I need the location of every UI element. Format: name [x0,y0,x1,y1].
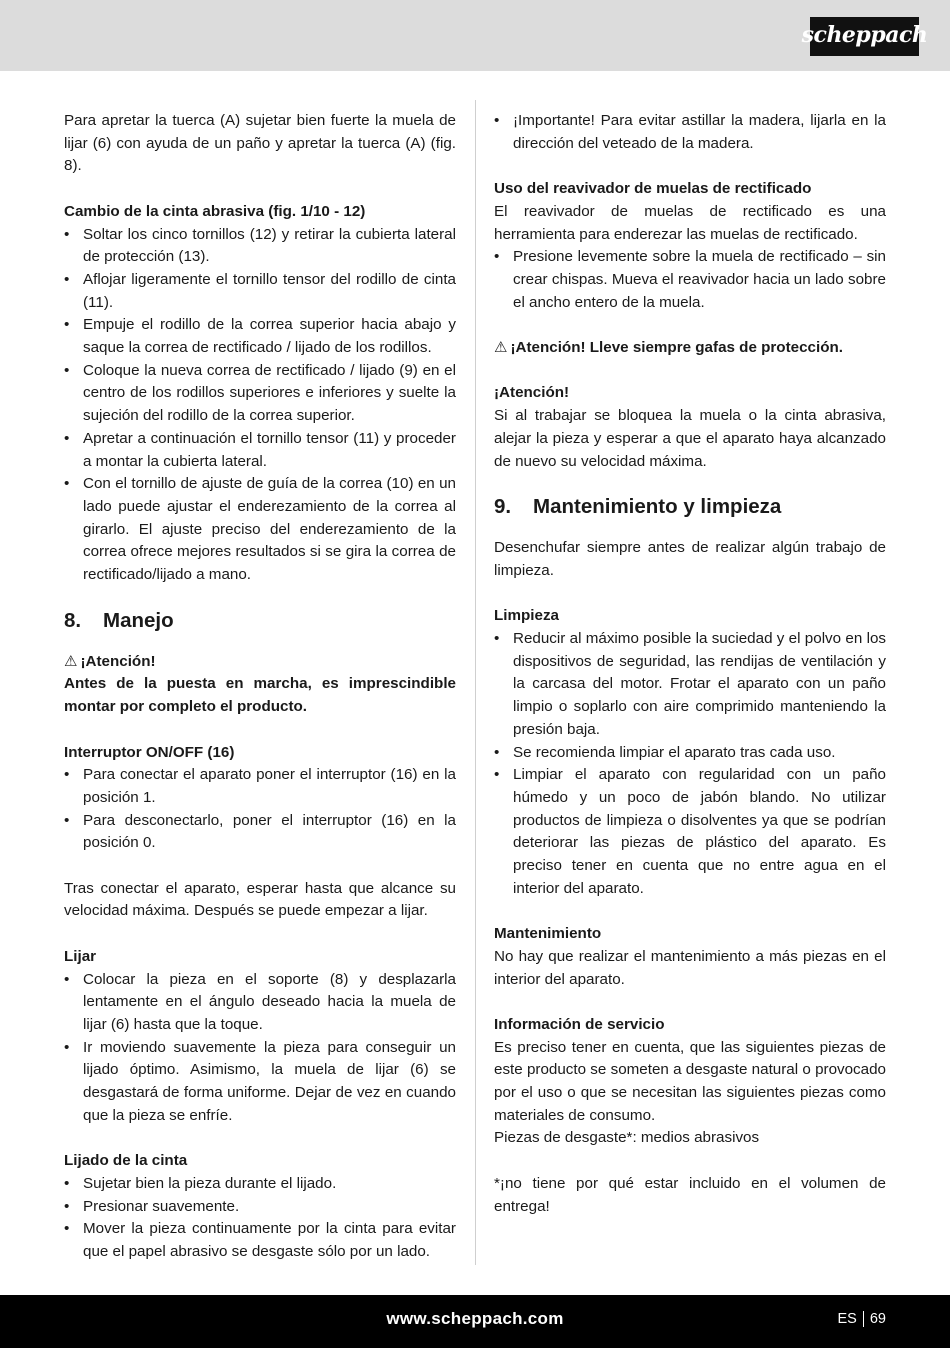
list-item: • Empuje el rodillo de la correa superior hacia abajo y saque la correa de rectificado / lijado de los rodillos. [64,314,456,359]
cleaning-list [494,628,886,900]
list-item: • Presione levemente sobre la muela de rectificado – sin crear chispas. Mueva el reavivador hacia un lado sobre el ancho entero de la muela. [494,246,886,314]
page-info [838,1295,886,1342]
paragraph-tighten-nut: Para apretar la tuerca (A) sujetar bien fuerte la muela de lijar (6) con ayuda de un paño y apretar la tuerca (A) (fig. 8). [64,112,456,175]
unplug-text: Desenchufar siempre antes de realizar algún trabajo de limpieza. [494,539,886,579]
list-item: • Sujetar bien la pieza durante el lijado. [64,1173,456,1196]
list-item: • Se recomienda limpiar el aparato tras cada uso. [494,742,886,765]
list-item: • Reducir al máximo posible la suciedad y el polvo en los dispositivos de seguridad, las rendijas de ventilación y la carcasa del motor. Frotar el aparato con un paño limpio o soplarlo con aire comprimido manteniendo la presión baja. [494,628,886,742]
section-title: Mantenimiento y limpieza [533,495,782,519]
left-column [64,110,456,1264]
list-item: • Colocar la pieza en el soporte (8) y desplazarla lentamente en el ángulo deseado hacia la muela de lijar (6) hasta que la toque. [64,969,456,1037]
footer-bar [0,1295,950,1348]
warning-triangle-icon: ⚠ [64,652,78,670]
website-link[interactable]: www.scheppach.com [386,1308,564,1328]
attention-heading: ¡Atención! [494,384,570,402]
sanding-heading: Lijar [64,947,97,965]
paragraph-after-switch: Tras conectar el aparato, esperar hasta que alcance su velocidad máxima. Después se puede empezar a lijar. [64,879,456,920]
list-item: • Apretar a continuación el tornillo tensor (11) y proceder a montar la cubierta lateral. [64,428,456,473]
list-item: • Ir moviendo suavemente la pieza para conseguir un lijado óptimo. Asimismo, la muela de lijar (6) se desgastará de forma uniforme. Dejar de vez en cuando que la pieza se enfríe. [64,1037,456,1128]
scheppach-logo: scheppach [810,17,919,56]
section-9-heading [494,490,886,527]
list-item: • Presionar suavemente. [64,1196,456,1219]
page-number: 69 [869,1310,886,1327]
sanding-list [64,969,456,1128]
list-item: • Soltar los cinco tornillos (12) y retirar la cubierta lateral de protección (13). [64,224,456,269]
belt-change-heading: Cambio de la cinta abrasiva (fig. 1/10 - 12) [64,202,366,220]
switch-list [64,764,456,855]
right-column [494,110,886,1218]
belt-sanding-list [64,1173,456,1264]
section-number: 9. [494,495,512,519]
dresser-heading: Uso del reavivador de muelas de rectificado [494,180,812,198]
warning-triangle-icon: ⚠ [494,339,508,356]
attention-text: Si al trabajar se bloquea la muela o la cinta abrasiva, alejar la pieza y esperar a que el aparato haya alcanzado de nuevo su velocidad máxima. [494,407,886,470]
list-item: • ¡Importante! Para evitar astillar la madera, lijarla en la dirección del veteado de la madera. [494,110,886,155]
service-heading: Información de servicio [494,1015,665,1033]
column-divider [475,100,476,1265]
warning-text: Antes de la puesta en marcha, es imprescindible montar por completo el producto. [64,675,456,716]
list-item: • Para conectar el aparato poner el interruptor (16) en la posición 1. [64,764,456,809]
dresser-text: El reavivador de muelas de rectificado es una herramienta para enderezar las muelas de rectificado. [494,202,886,243]
maintenance-text: No hay que realizar el mantenimiento a más piezas en el interior del aparato. [494,947,886,988]
section-title: Manejo [103,608,174,632]
switch-heading: Interruptor ON/OFF (16) [64,743,235,761]
maintenance-heading: Mantenimiento [494,925,602,943]
dresser-list [494,246,886,314]
footnote-text: *¡no tiene por qué estar incluido en el volumen de entrega! [494,1174,886,1215]
service-text: Es preciso tener en cuenta, que las siguientes piezas de este producto se someten a desgaste natural o provocado por el uso o que se necesitan las siguientes piezas como materiales de consumo. [494,1038,886,1124]
warning-label: ⚠ ¡Atención! [64,652,156,670]
belt-sanding-heading: Lijado de la cinta [64,1152,188,1170]
list-item: • Mover la pieza continuamente por la cinta para evitar que el papel abrasivo se desgaste sólo por un lado. [64,1218,456,1263]
list-item: • Limpiar el aparato con regularidad con un paño húmedo y un poco de jabón blando. No utilizar productos de limpieza o disolventes ya que se podrían deteriorar las piezas de plástico del aparato. Es preciso tener en cuenta que no entre agua en el interior del aparato. [494,764,886,900]
list-item: • Para desconectarlo, poner el interruptor (16) en la posición 0. [64,810,456,855]
section-8-heading [64,604,456,641]
page-separator [863,1311,864,1327]
list-item: • Aflojar ligeramente el tornillo tensor del rodillo de cinta (11). [64,269,456,314]
list-item: • Con el tornillo de ajuste de guía de la correa (10) en un lado puede ajustar el enderezamiento de la correa al girarlo. El ajuste preciso del enderezamiento de la correa ofrece mejores resultados si se gira la correa de rectificado/lijado a mano. [64,473,456,587]
important-list [494,110,886,155]
wear-parts-text: Piezas de desgaste*: medios abrasivos [494,1129,760,1147]
cleaning-heading: Limpieza [494,607,559,625]
header-bar [0,0,950,71]
section-number: 8. [64,608,82,632]
language-code: ES [837,1310,857,1327]
belt-change-list [64,224,456,587]
list-item: • Coloque la nueva correa de rectificado / lijado (9) en el centro de los rodillos superiores e inferiores y suelte la sujeción del rodillo de la correa superior. [64,360,456,428]
goggles-warning: ⚠ ¡Atención! Lleve siempre gafas de protección. [494,339,843,356]
